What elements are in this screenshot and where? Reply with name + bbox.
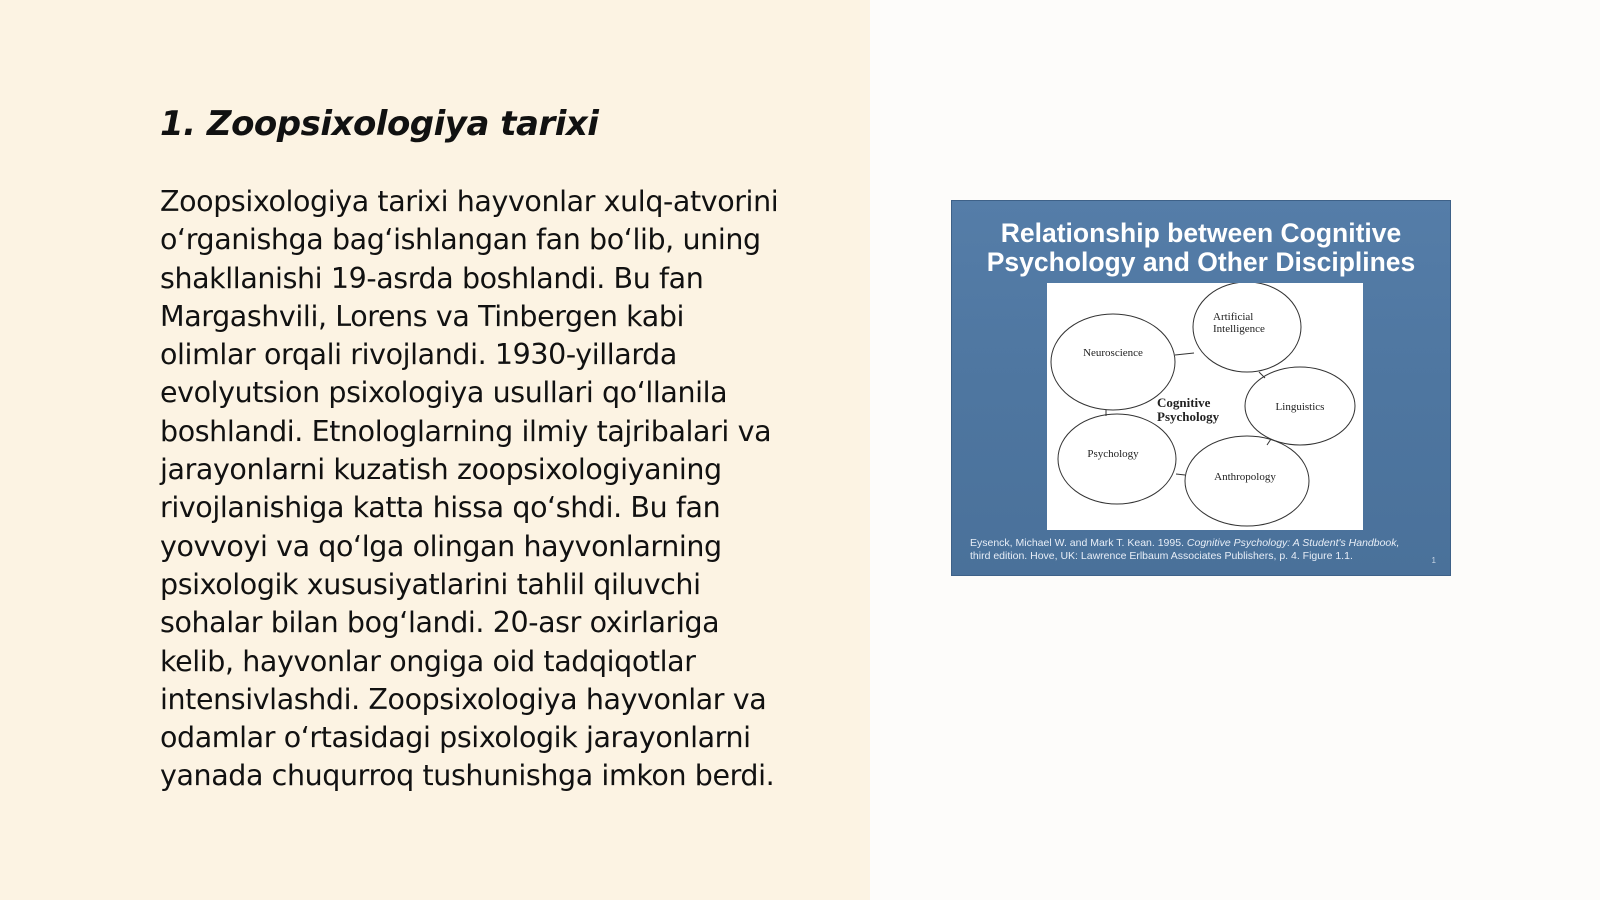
figure-slide-number: 1 — [1431, 556, 1436, 565]
body-line: o‘rganishga bag‘ishlangan fan bo‘lib, uning — [160, 223, 761, 257]
body-line: shakllanishi 19-asrda boshlandi. Bu fan — [160, 261, 704, 295]
body-line: boshlandi. Etnologlarning ilmiy tajribalari va — [160, 414, 772, 448]
slide-title: 1. Zoopsixologiya tarixi — [160, 104, 599, 144]
body-line: rivojlanishiga katta hissa qo‘shdi. Bu fan — [160, 491, 721, 525]
body-line: kelib, hayvonlar ongiga oid tadqiqotlar — [160, 644, 696, 678]
connector-line — [1176, 474, 1185, 475]
figure-title — [952, 219, 1450, 277]
slide-body-text — [160, 183, 850, 796]
figure-title-line: Relationship between Cognitive — [1000, 218, 1402, 248]
body-line: intensivlashdi. Zoopsixologiya hayvonlar va — [160, 682, 767, 716]
center-label-1: Cognitive — [1157, 395, 1211, 410]
node-label-linguistics: Linguistics — [1275, 401, 1325, 413]
connector-line — [1267, 439, 1271, 445]
body-line: yanada chuqurroq tushunishga imkon berdi. — [160, 759, 775, 793]
connector-line — [1259, 372, 1265, 378]
figure-caption — [970, 537, 1440, 563]
figure-title-line: Psychology and Other Disciplines — [986, 247, 1416, 277]
body-line: yovvoyi va qo‘lga olingan hayvonlarning — [160, 529, 722, 563]
figure-image — [951, 200, 1451, 576]
body-line: jarayonlarni kuzatish zoopsixologiyaning — [160, 453, 722, 487]
caption-book-title: Cognitive Psychology: A Student's Handbook, — [1186, 537, 1400, 549]
caption-line: third edition. Hove, UK: Lawrence Erlbaum Associates Publishers, p. 4. Figure 1.1. — [970, 550, 1353, 562]
body-line: Margashvili, Lorens va Tinbergen kabi — [160, 299, 685, 333]
body-line: psixologik xususiyatlarini tahlil qiluvchi — [160, 567, 701, 601]
body-line: olimlar orqali rivojlandi. 1930-yillarda — [160, 338, 677, 372]
body-line: Zoopsixologiya tarixi hayvonlar xulq-atvorini — [160, 185, 779, 218]
caption-line — [970, 537, 1440, 550]
node-label-anthropology: Anthropology — [1214, 471, 1276, 483]
node-label-neuroscience: Neuroscience — [1083, 347, 1143, 359]
diagram-svg — [1047, 283, 1363, 530]
body-line: evolyutsion psixologiya usullari qo‘llanila — [160, 376, 728, 410]
node-label-ai-2: Intelligence — [1213, 323, 1265, 335]
relationship-diagram — [1047, 283, 1363, 530]
caption-citation: Eysenck, Michael W. and Mark T. Kean. 1995. — [970, 537, 1187, 549]
center-label-2: Psychology — [1157, 409, 1220, 424]
body-line: sohalar bilan bog‘landi. 20-asr oxirlariga — [160, 606, 720, 640]
body-line: odamlar o‘rtasidagi psixologik jarayonlarni — [160, 721, 751, 755]
connector-line — [1175, 353, 1194, 355]
node-label-ai-1: Artificial — [1213, 311, 1254, 323]
node-label-psychology: Psychology — [1087, 448, 1139, 460]
